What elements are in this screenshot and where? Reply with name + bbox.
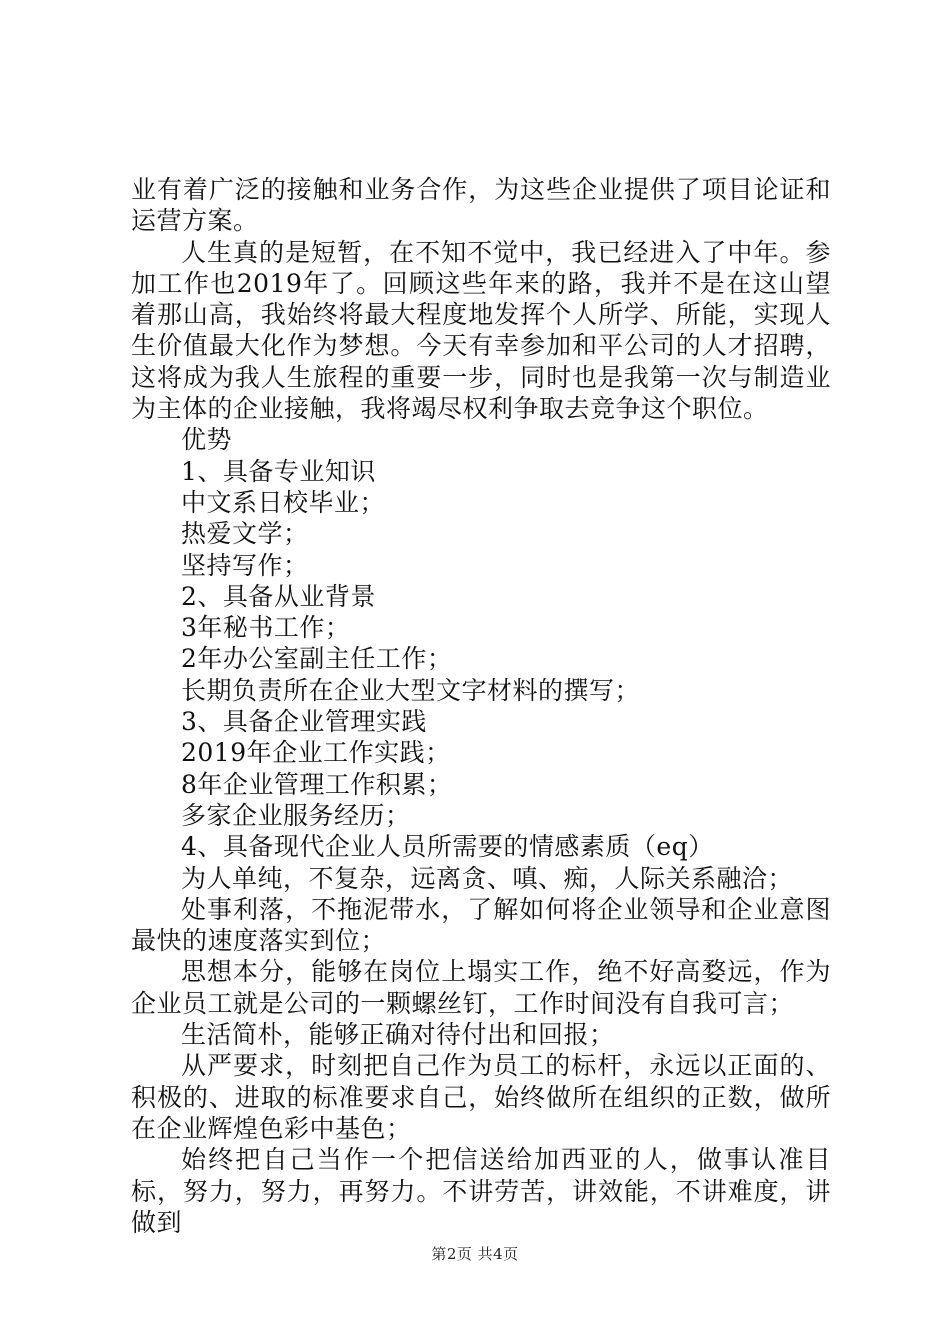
list-item: 为人单纯，不复杂，远离贪、嗔、痴，人际关系融洽；	[181, 863, 794, 893]
paragraph-continuation: 业有着广泛的接触和业务合作，为这些企业提供了项目论证和运营方案。	[131, 175, 831, 236]
list-item: 热爱文学；	[181, 519, 309, 549]
list-item: 2年办公室副主任工作；	[181, 644, 453, 674]
list-heading-3: 3、具备企业管理实践	[181, 707, 427, 737]
list-item: 从严要求，时刻把自己作为员工的标杆，永远以正面的、积极的、进取的标准要求自己，始终做所在组织的正数，做所在企业辉煌色彩中基色；	[131, 1051, 831, 1143]
list-item: 8年企业管理工作积累；	[181, 769, 453, 799]
document-body	[131, 174, 831, 1238]
list-item: 中文系日校毕业；	[181, 487, 386, 517]
list-heading-1: 1、具备专业知识	[181, 456, 376, 486]
list-heading-4: 4、具备现代企业人员所需要的情感素质（eq）	[181, 832, 714, 862]
list-item: 3年秘书工作；	[181, 613, 351, 643]
list-item: 多家企业服务经历；	[181, 800, 411, 830]
list-heading-2: 2、具备从业背景	[181, 581, 376, 611]
heading-advantages: 优势	[181, 425, 233, 455]
list-item: 2019年企业工作实践；	[181, 738, 451, 768]
list-item: 思想本分，能够在岗位上塌实工作，绝不好高婺远，作为企业员工就是公司的一颗螺丝钉，工作时间没有自我可言；	[131, 957, 831, 1018]
list-item: 生活简朴，能够正确对待付出和回报；	[181, 1020, 615, 1050]
list-item: 坚持写作；	[181, 550, 309, 580]
paragraph-middle-age: 人生真的是短暂，在不知不觉中，我已经进入了中年。参加工作也2019年了。回顾这些年来的路，我并不是在这山望着那山高，我始终将最大程度地发挥个人所学、所能，实现人生价值最大化作为梦想。今天有幸参加和平公司的人才招聘，这将成为我人生旅程的重要一步，同时也是我第一次与制造业为主体的企业接触，我将竭尽权利争取去竞争这个职位。	[131, 237, 831, 424]
page-number-footer: 第2页 共4页	[431, 1245, 519, 1263]
list-item: 处事利落，不拖泥带水，了解如何将企业领导和企业意图最快的速度落实到位；	[131, 894, 831, 956]
list-item: 始终把自己当作一个把信送给加西亚的人，做事认准目标，努力，努力，再努力。不讲劳苦，讲效能，不讲难度，讲做到	[131, 1145, 831, 1237]
list-item: 长期负责所在企业大型文字材料的撰写；	[181, 675, 641, 705]
